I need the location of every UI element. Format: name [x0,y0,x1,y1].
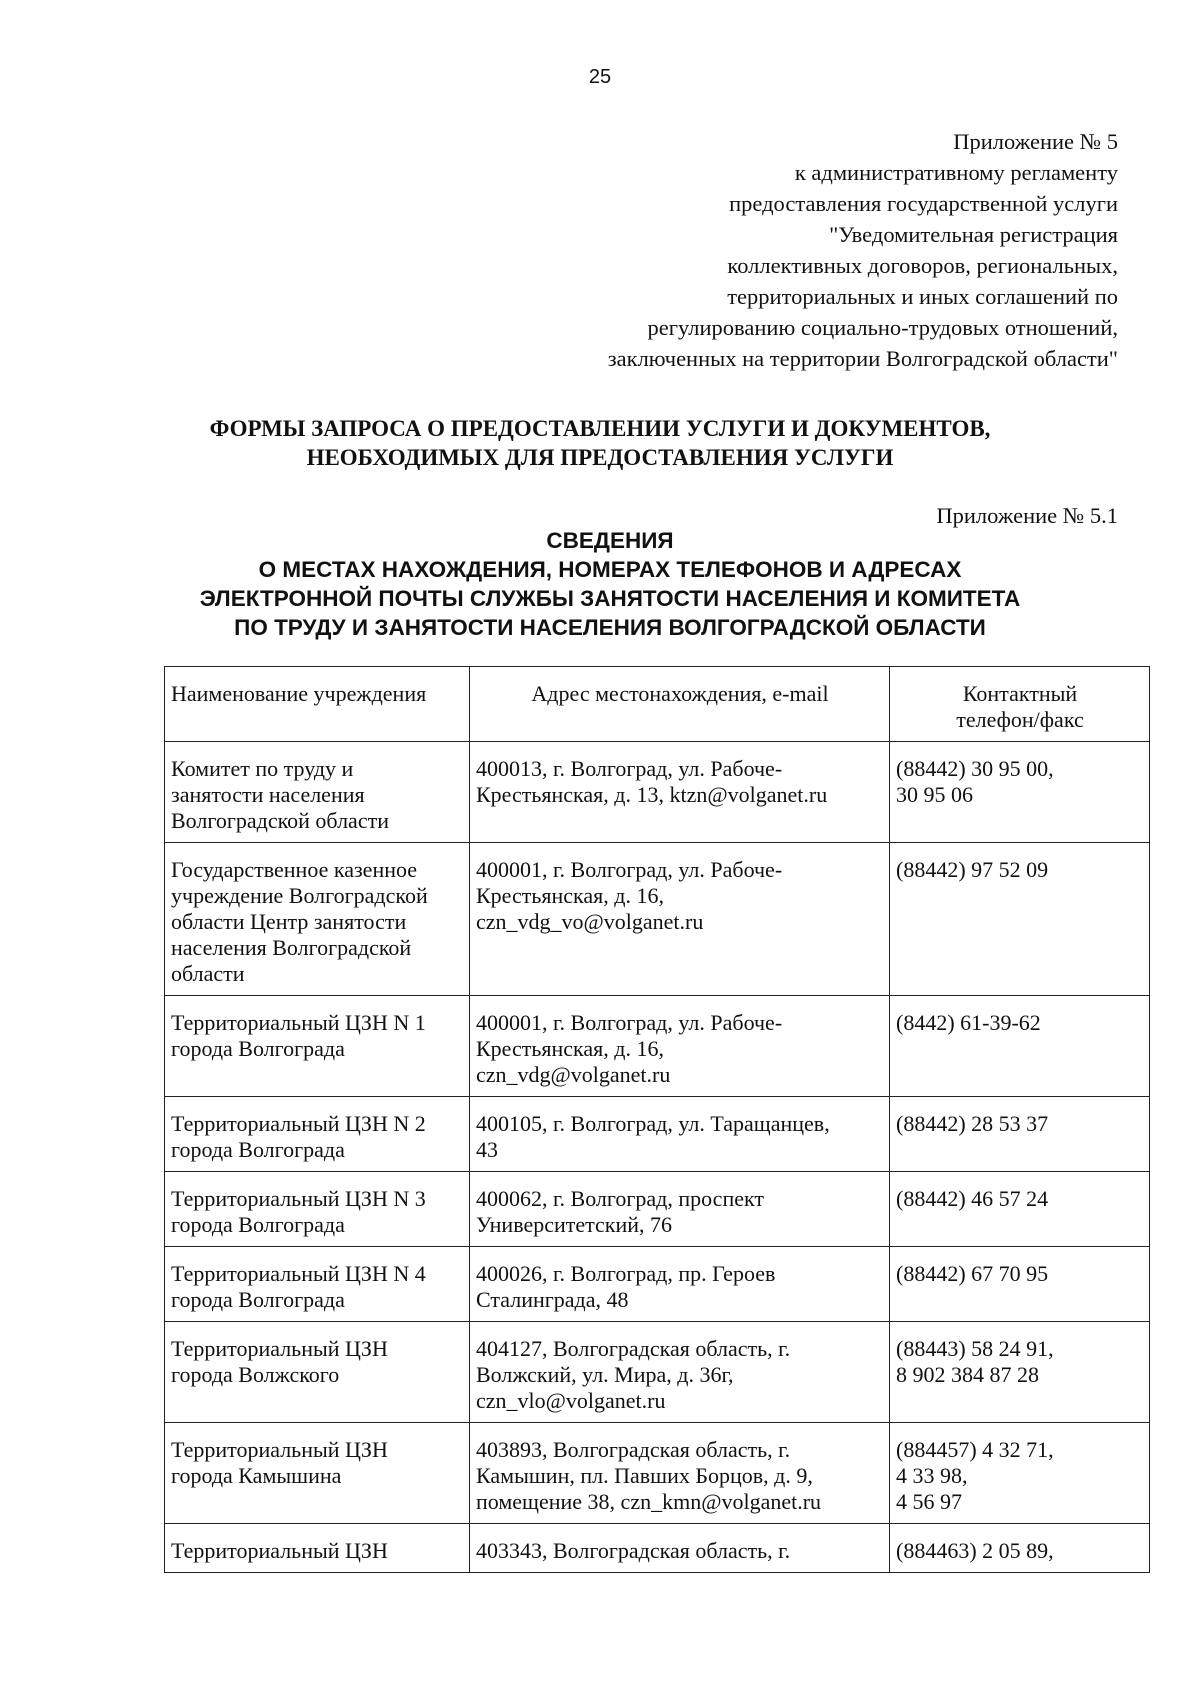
cell-name [165,1097,470,1172]
cell-address-text: 400105, г. Волгоград, ул. Таращанцев, 43 [476,1111,830,1162]
cell-phone-text: (88442) 97 52 09 [896,857,1049,882]
cell-name [165,843,470,996]
cell-address-text: 400062, г. Волгоград, проспект Университетский, 76 [476,1186,764,1237]
forms-title [150,414,1050,472]
forms-title-line: НЕОБХОДИМЫХ ДЛЯ ПРЕДОСТАВЛЕНИЯ УСЛУГИ [306,445,894,470]
offices-table [164,666,1150,1573]
table-header-row [165,667,1150,742]
appendix-line: территориальных и иных соглашений по [727,284,1118,309]
info-heading-line: О МЕСТАХ НАХОЖДЕНИЯ, НОМЕРАХ ТЕЛЕФОНОВ И АДРЕСАХ [258,557,962,582]
cell-phone [890,996,1150,1097]
appendix-line: коллективных договоров, региональных, [727,253,1118,278]
cell-name-text: Территориальный ЦЗН [171,1538,388,1563]
cell-name-text: Государственное казенное учреждение Волгоградской области Центр занятости населения Волгоградской области [171,857,428,986]
sub-appendix-label: Приложение № 5.1 [936,503,1118,528]
cell-phone [890,1423,1150,1524]
header-address-text: Адрес местонахождения, e-mail [531,681,829,706]
appendix-line: к административному регламенту [794,160,1118,185]
cell-phone-text: (884457) 4 32 71, 4 33 98, 4 56 97 [896,1437,1054,1514]
cell-phone [890,1097,1150,1172]
table-row [165,1524,1150,1573]
cell-phone [890,1172,1150,1247]
info-heading-line: ПО ТРУДУ И ЗАНЯТОСТИ НАСЕЛЕНИЯ ВОЛГОГРАДСКОЙ ОБЛАСТИ [234,615,986,640]
cell-address [470,1423,890,1524]
appendix-line: регулированию социально-трудовых отношений, [647,315,1118,340]
cell-address [470,1097,890,1172]
page-number: 25 [588,66,612,88]
cell-phone [890,1322,1150,1423]
cell-phone-text: (88443) 58 24 91, 8 902 384 87 28 [896,1336,1054,1387]
cell-name [165,1423,470,1524]
cell-address-text: 400001, г. Волгоград, ул. Рабоче- Крестьянская, д. 16, czn_vdg@volganet.ru [476,1010,783,1087]
table-row [165,1097,1150,1172]
cell-address-text: 400001, г. Волгоград, ул. Рабоче- Крестьянская, д. 16, czn_vdg_vo@volganet.ru [476,857,783,934]
cell-phone [890,843,1150,996]
table-row [165,742,1150,843]
cell-address [470,742,890,843]
table-row [165,843,1150,996]
cell-address [470,996,890,1097]
table-row [165,1247,1150,1322]
header-phone [890,667,1150,742]
cell-address-text: 403893, Волгоградская область, г. Камышин, пл. Павших Борцов, д. 9, помещение 38, czn_kmn@volganet.ru [476,1437,822,1514]
appendix-line: заключенных на территории Волгоградской области" [607,346,1118,371]
header-address [470,667,890,742]
cell-address [470,843,890,996]
cell-phone-text: (88442) 30 95 00, 30 95 06 [896,756,1054,807]
cell-address [470,1172,890,1247]
cell-name [165,1524,470,1573]
cell-name [165,1247,470,1322]
table-row [165,1172,1150,1247]
info-heading-line: ЭЛЕКТРОННОЙ ПОЧТЫ СЛУЖБЫ ЗАНЯТОСТИ НАСЕЛЕНИЯ И КОМИТЕТА [199,586,1021,611]
cell-address-text: 400013, г. Волгоград, ул. Рабоче- Крестьянская, д. 13, ktzn@volganet.ru [476,756,828,807]
cell-phone-text: (884463) 2 05 89, [896,1538,1054,1563]
cell-address-text: 404127, Волгоградская область, г. Волжский, ул. Мира, д. 36г, czn_vlo@volganet.ru [476,1336,791,1413]
table-row [165,996,1150,1097]
appendix-line: предоставления государственной услуги [729,191,1118,216]
cell-name [165,1322,470,1423]
cell-name-text: Территориальный ЦЗН N 1 города Волгограда [171,1010,426,1061]
forms-title-line: ФОРМЫ ЗАПРОСА О ПРЕДОСТАВЛЕНИИ УСЛУГИ И ДОКУМЕНТОВ, [209,416,991,441]
cell-phone [890,742,1150,843]
info-heading [130,526,1090,642]
cell-address-text: 403343, Волгоградская область, г. [476,1538,791,1563]
cell-name-text: Территориальный ЦЗН города Волжского [171,1336,388,1387]
cell-phone [890,1524,1150,1573]
cell-name-text: Территориальный ЦЗН N 2 города Волгограда [171,1111,426,1162]
appendix-line: "Уведомительная регистрация [829,222,1118,247]
header-phone-text: Контактный телефон/факс [956,681,1084,732]
cell-phone-text: (88442) 46 57 24 [896,1186,1049,1211]
cell-name-text: Территориальный ЦЗН N 4 города Волгограда [171,1261,426,1312]
cell-address [470,1322,890,1423]
cell-name [165,1172,470,1247]
cell-phone-text: (88442) 67 70 95 [896,1261,1049,1286]
cell-name [165,996,470,1097]
appendix-header [478,126,1118,374]
table-row [165,1423,1150,1524]
cell-address [470,1247,890,1322]
cell-name-text: Территориальный ЦЗН города Камышина [171,1437,388,1488]
cell-phone [890,1247,1150,1322]
cell-address-text: 400026, г. Волгоград, пр. Героев Сталинграда, 48 [476,1261,776,1312]
cell-phone-text: (88442) 28 53 37 [896,1111,1049,1136]
appendix-line: Приложение № 5 [953,129,1118,154]
cell-name-text: Территориальный ЦЗН N 3 города Волгограда [171,1186,426,1237]
table-row [165,1322,1150,1423]
cell-phone-text: (8442) 61-39-62 [896,1010,1041,1035]
cell-address [470,1524,890,1573]
cell-name [165,742,470,843]
header-name [165,667,470,742]
cell-name-text: Комитет по труду и занятости населения Волгоградской области [171,756,389,833]
info-heading-line: СВЕДЕНИЯ [546,528,674,553]
header-name-text: Наименование учреждения [171,681,427,706]
